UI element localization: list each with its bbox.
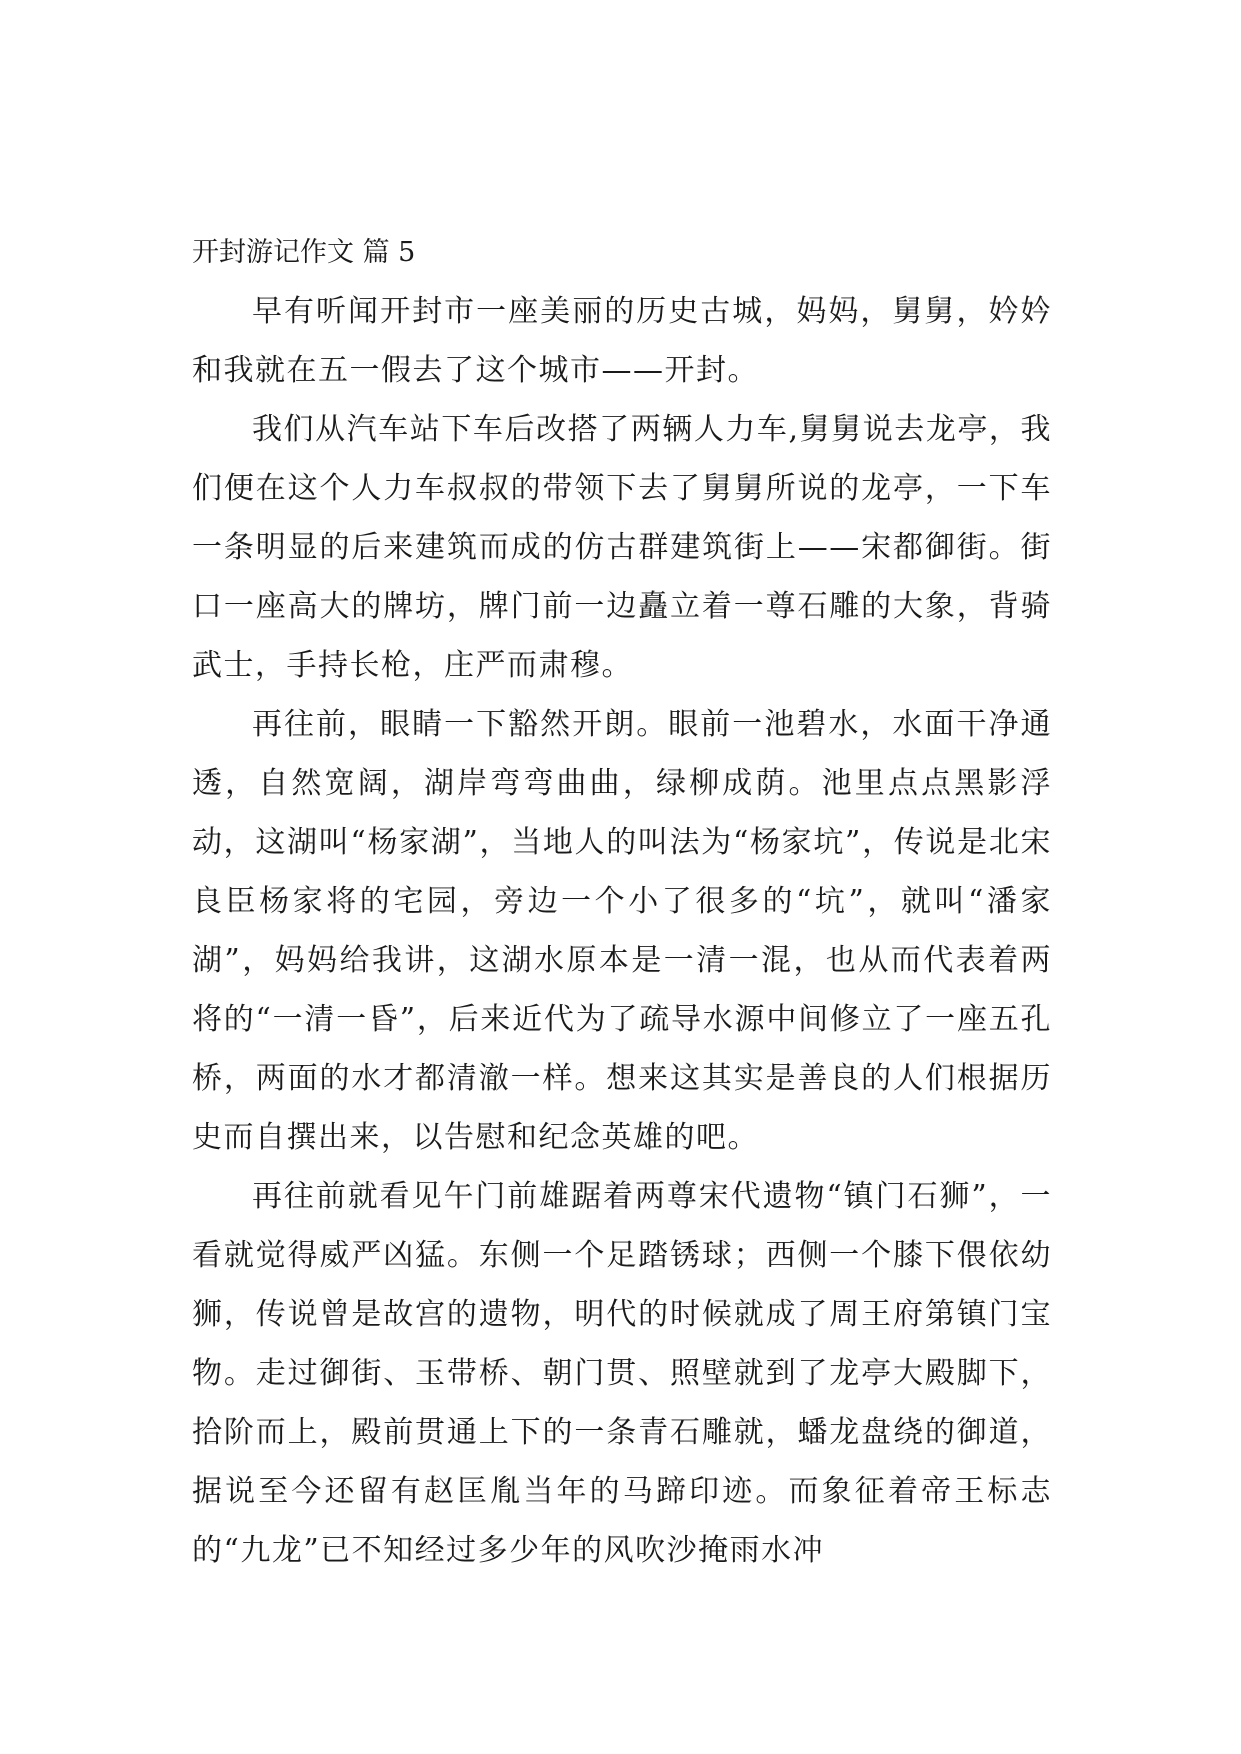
- paragraph-2: 我们从汽车站下车后改搭了两辆人力车,舅舅说去龙亭，我们便在这个人力车叔叔的带领下去了舅舅所说的龙亭，一下车一条明显的后来建筑而成的仿古群建筑街上——宋都御街。街口一座高大的牌坊，牌门前一边矗立着一尊石雕的大象，背骑武士，手持长枪，庄严而肃穆。: [192, 412, 1052, 683]
- document-title: 开封游记作文 篇 5: [192, 237, 416, 268]
- paragraph-4: 再往前就看见午门前雄踞着两尊宋代遗物“镇门石狮”，一看就觉得威严凶猛。东侧一个足踏锈球；西侧一个膝下偎依幼狮，传说曾是故宫的遗物，明代的时候就成了周王府第镇门宝物。走过御街、玉带桥、朝门贯、照壁就到了龙亭大殿脚下，拾阶而上，殿前贯通上下的一条青石雕就，蟠龙盘绕的御道，据说至今还留有赵匡胤当年的马蹄印迹。而象征着帝王标志的“九龙”已不知经过多少年的风吹沙掩雨水冲: [192, 1179, 1052, 1568]
- paragraph-3: 再往前，眼睛一下豁然开朗。眼前一池碧水，水面干净通透，自然宽阔，湖岸弯弯曲曲，绿柳成荫。池里点点黑影浮动，这湖叫“杨家湖”，当地人的叫法为“杨家坑”，传说是北宋良臣杨家将的宅园，旁边一个小了很多的“坑”，就叫“潘家湖”，妈妈给我讲，这湖水原本是一清一混，也从而代表着两将的“一清一昏”，后来近代为了疏导水源中间修立了一座五孔桥，两面的水才都清澈一样。想来这其实是善良的人们根据历史而自撰出来，以告慰和纪念英雄的吧。: [192, 707, 1052, 1155]
- paragraph-1: 早有听闻开封市一座美丽的历史古城，妈妈，舅舅，妗妗和我就在五一假去了这个城市——开封。: [192, 294, 1052, 388]
- document-body: [192, 223, 1052, 1580]
